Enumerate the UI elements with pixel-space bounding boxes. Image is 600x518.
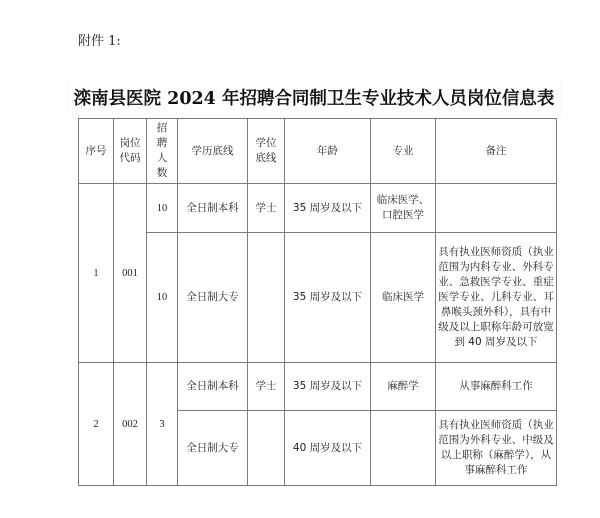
cell-education: 全日制本科 [178, 184, 248, 233]
header-age: 年龄 [285, 119, 371, 184]
header-recruit-count [147, 119, 178, 184]
cell-degree: 学士 [248, 184, 285, 233]
cell-position-code: 002 [114, 363, 147, 486]
table-row [79, 233, 557, 363]
cell-recruit-count: 10 [147, 233, 178, 363]
cell-position-code: 001 [114, 184, 147, 363]
header-row [79, 119, 557, 184]
header-count-char: 聘 [156, 137, 168, 149]
header-degree-line: 学位 [255, 137, 277, 149]
cell-education: 全日制本科 [178, 363, 248, 411]
cell-seq: 1 [79, 184, 114, 363]
cell-degree [248, 411, 285, 486]
cell-age: 40 周岁及以下 [285, 411, 371, 486]
cell-education: 全日制大专 [178, 411, 248, 486]
document-title: 滦南县医院 2024 年招聘合同制卫生专业技术人员岗位信息表 [73, 89, 555, 109]
header-seq: 序号 [79, 119, 114, 184]
cell-remarks: 具有执业医师资质（执业范围为外科专业、中级及以上职称（麻醉学），从事麻醉科工作 [436, 411, 557, 486]
cell-major: 麻醉学 [371, 363, 436, 411]
cell-major [371, 411, 436, 486]
cell-remarks: 从事麻醉科工作 [436, 363, 557, 411]
major-line: 临床医学、 [376, 194, 430, 206]
cell-age: 35 周岁及以下 [285, 233, 371, 363]
major-line: 口腔医学 [382, 209, 424, 221]
job-positions-table [78, 118, 557, 486]
header-education: 学历底线 [178, 119, 248, 184]
header-position-code [114, 119, 147, 184]
cell-age: 35 周岁及以下 [285, 184, 371, 233]
cell-remarks: 具有执业医师资质（执业范围为内科专业、外科专业、急救医学专业、重症医学专业、儿科专业、耳鼻喉头颈外科），具有中级及以上职称年龄可放宽到 40 周岁及以下 [436, 233, 557, 363]
header-count-char: 招 [156, 122, 168, 134]
header-degree [248, 119, 285, 184]
cell-seq: 2 [79, 363, 114, 486]
header-code-line: 代码 [119, 152, 141, 164]
cell-major [371, 184, 436, 233]
cell-degree: 学士 [248, 363, 285, 411]
table-row [79, 184, 557, 233]
cell-major: 临床医学 [371, 233, 436, 363]
cell-age: 35 周岁及以下 [285, 363, 371, 411]
header-count-char: 人 [156, 152, 168, 164]
cell-degree [248, 233, 285, 363]
cell-recruit-count: 3 [147, 363, 178, 486]
header-major: 专业 [371, 119, 436, 184]
header-count-char: 数 [156, 167, 168, 179]
attachment-label: 附件 1: [78, 34, 121, 49]
cell-recruit-count: 10 [147, 184, 178, 233]
table-row [79, 363, 557, 411]
title-box [68, 76, 560, 118]
header-code-line: 岗位 [119, 137, 141, 149]
header-remarks: 备注 [436, 119, 557, 184]
header-degree-line: 底线 [255, 152, 277, 164]
cell-education: 全日制大专 [178, 233, 248, 363]
cell-remarks [436, 184, 557, 233]
